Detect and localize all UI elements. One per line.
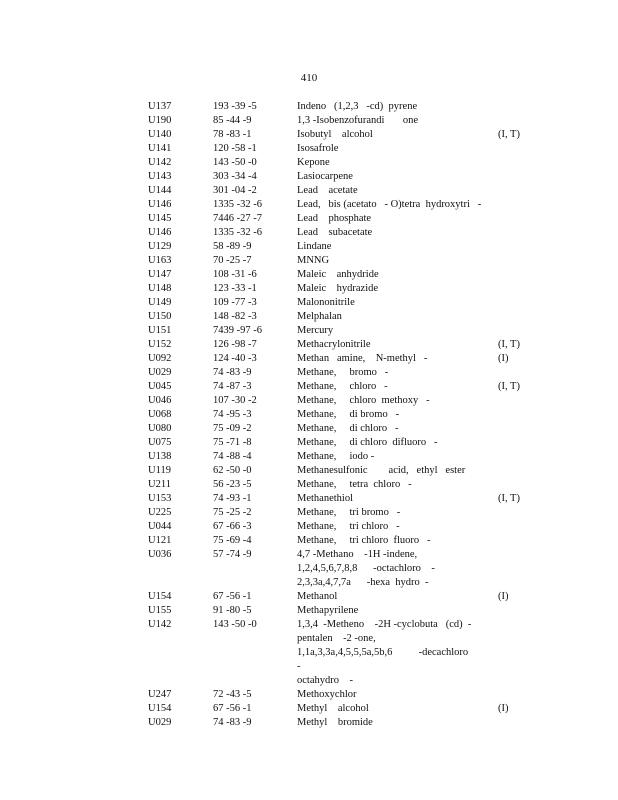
substance-name: 4,7 -Methano -1H -indene, 1,2,4,5,6,7,8,8 -octachloro - 2,3,3a,4,7,7a -hexa hydro - <box>297 549 435 588</box>
waste-code: U155 <box>148 605 172 616</box>
cas-number: 109 -77 -3 <box>213 297 257 308</box>
substance-name: Maleic hydrazide <box>297 283 379 294</box>
substance-name: Lasiocarpene <box>297 171 353 182</box>
waste-code: U190 <box>148 115 172 126</box>
cas-number: 62 -50 -0 <box>213 465 252 476</box>
cas-number: 72 -43 -5 <box>213 689 252 700</box>
hazard-code: (I) <box>498 353 509 364</box>
table-row <box>0 282 618 296</box>
substance-name: Methanethiol <box>297 493 353 504</box>
cas-number: 301 -04 -2 <box>213 185 257 196</box>
waste-code: U121 <box>148 535 172 546</box>
table-row <box>0 478 618 492</box>
table-row <box>0 702 618 716</box>
waste-code: U148 <box>148 283 172 294</box>
waste-code: U163 <box>148 255 172 266</box>
cas-number: 85 -44 -9 <box>213 115 252 126</box>
waste-code: U153 <box>148 493 172 504</box>
waste-code: U154 <box>148 703 172 714</box>
hazard-code: (I, T) <box>498 381 520 392</box>
waste-code: U143 <box>148 171 172 182</box>
cas-number: 91 -80 -5 <box>213 605 252 616</box>
hazard-code: (I, T) <box>498 129 520 140</box>
table-row <box>0 492 618 506</box>
table-row <box>0 688 618 702</box>
table-row <box>0 198 618 212</box>
cas-number: 107 -30 -2 <box>213 395 257 406</box>
cas-number: 74 -95 -3 <box>213 409 252 420</box>
table-row <box>0 156 618 170</box>
table-row <box>0 100 618 114</box>
cas-number: 67 -56 -1 <box>213 591 252 602</box>
substance-name: Methane, di bromo - <box>297 409 400 420</box>
waste-code: U211 <box>148 479 171 490</box>
substance-name: Methyl bromide <box>297 717 373 728</box>
substance-name: 1,3,4 -Metheno -2H -cyclobuta (cd) - pentalen -2 -one, 1,1a,3,3a,4,5,5,5a,5b,6 -decachloro - octahydro - <box>297 619 472 686</box>
substance-name: Kepone <box>297 157 330 168</box>
table-row <box>0 184 618 198</box>
hazard-code: (I) <box>498 703 509 714</box>
waste-code: U146 <box>148 199 172 210</box>
substance-name: Methyl alcohol <box>297 703 369 714</box>
waste-code: U141 <box>148 143 172 154</box>
substance-name: Lead, bis (acetato - O)tetra hydroxytri - <box>297 199 482 210</box>
cas-number: 123 -33 -1 <box>213 283 257 294</box>
cas-number: 74 -88 -4 <box>213 451 252 462</box>
substance-name: Methane, bromo - <box>297 367 389 378</box>
hazard-code: (I, T) <box>498 493 520 504</box>
substance-name: Lead phosphate <box>297 213 372 224</box>
table-row <box>0 618 618 688</box>
table-row <box>0 240 618 254</box>
substance-name: Methanesulfonic acid, ethyl ester <box>297 465 466 476</box>
cas-number: 120 -58 -1 <box>213 143 257 154</box>
cas-number: 67 -56 -1 <box>213 703 252 714</box>
waste-code: U247 <box>148 689 172 700</box>
table-row <box>0 422 618 436</box>
cas-number: 108 -31 -6 <box>213 269 257 280</box>
cas-number: 74 -83 -9 <box>213 717 252 728</box>
cas-number: 143 -50 -0 <box>213 157 257 168</box>
table-row <box>0 520 618 534</box>
substance-name: Methapyrilene <box>297 605 359 616</box>
cas-number: 1335 -32 -6 <box>213 227 262 238</box>
substance-name: Methane, di chloro - <box>297 423 399 434</box>
waste-code: U045 <box>148 381 172 392</box>
table-row <box>0 296 618 310</box>
cas-number: 148 -82 -3 <box>213 311 257 322</box>
substance-name: Methane, chloro - <box>297 381 388 392</box>
cas-number: 75 -25 -2 <box>213 507 252 518</box>
waste-code: U119 <box>148 465 171 476</box>
cas-number: 143 -50 -0 <box>213 619 257 630</box>
cas-number: 126 -98 -7 <box>213 339 257 350</box>
waste-code: U225 <box>148 507 172 518</box>
table-row <box>0 436 618 450</box>
substance-name: Lindane <box>297 241 332 252</box>
table-row <box>0 464 618 478</box>
cas-number: 58 -89 -9 <box>213 241 252 252</box>
waste-code: U080 <box>148 423 172 434</box>
waste-code: U154 <box>148 591 172 602</box>
waste-code: U140 <box>148 129 172 140</box>
table-row <box>0 352 618 366</box>
waste-code: U129 <box>148 241 172 252</box>
cas-number: 7446 -27 -7 <box>213 213 262 224</box>
cas-number: 124 -40 -3 <box>213 353 257 364</box>
table-row <box>0 212 618 226</box>
waste-code: U144 <box>148 185 172 196</box>
table-row <box>0 716 618 730</box>
table-row <box>0 450 618 464</box>
waste-code: U138 <box>148 451 172 462</box>
cas-number: 57 -74 -9 <box>213 549 252 560</box>
substance-name: Isosafrole <box>297 143 339 154</box>
cas-number: 7439 -97 -6 <box>213 325 262 336</box>
cas-number: 56 -23 -5 <box>213 479 252 490</box>
substance-name: MNNG <box>297 255 330 266</box>
substance-name: Malononitrile <box>297 297 355 308</box>
waste-code: U029 <box>148 717 172 728</box>
substance-name: Methane, chloro methoxy - <box>297 395 430 406</box>
cas-number: 75 -69 -4 <box>213 535 252 546</box>
table-row <box>0 226 618 240</box>
table-row <box>0 394 618 408</box>
table-row <box>0 254 618 268</box>
cas-number: 67 -66 -3 <box>213 521 252 532</box>
hazard-code: (I, T) <box>498 339 520 350</box>
page-number: 410 <box>300 72 318 84</box>
cas-number: 74 -83 -9 <box>213 367 252 378</box>
table-row <box>0 142 618 156</box>
cas-number: 74 -87 -3 <box>213 381 252 392</box>
cas-number: 193 -39 -5 <box>213 101 257 112</box>
waste-code: U149 <box>148 297 172 308</box>
waste-code: U137 <box>148 101 172 112</box>
waste-code: U147 <box>148 269 172 280</box>
waste-code: U142 <box>148 619 172 630</box>
waste-code: U029 <box>148 367 172 378</box>
substance-name: Mercury <box>297 325 334 336</box>
table-row <box>0 590 618 604</box>
table-row <box>0 506 618 520</box>
substance-name: Methane, iodo - <box>297 451 375 462</box>
waste-code: U145 <box>148 213 172 224</box>
table-row <box>0 268 618 282</box>
table-row <box>0 310 618 324</box>
substance-name: Methane, tri bromo - <box>297 507 401 518</box>
waste-code: U075 <box>148 437 172 448</box>
cas-number: 75 -09 -2 <box>213 423 252 434</box>
substance-name: Isobutyl alcohol <box>297 129 373 140</box>
table-row <box>0 366 618 380</box>
hazard-code: (I) <box>498 591 509 602</box>
substance-name: Melphalan <box>297 311 342 322</box>
table-row <box>0 534 618 548</box>
substance-name: Lead acetate <box>297 185 358 196</box>
waste-code: U151 <box>148 325 172 336</box>
cas-number: 70 -25 -7 <box>213 255 252 266</box>
table-row <box>0 114 618 128</box>
waste-code: U046 <box>148 395 172 406</box>
substance-name: Methoxychlor <box>297 689 357 700</box>
waste-code: U092 <box>148 353 172 364</box>
cas-number: 303 -34 -4 <box>213 171 257 182</box>
substance-name: Methane, tri chloro fluoro - <box>297 535 431 546</box>
substance-name: Methane, tetra chloro - <box>297 479 412 490</box>
substance-name: Indeno (1,2,3 -cd) pyrene <box>297 101 418 112</box>
table-row <box>0 128 618 142</box>
table-row <box>0 548 618 590</box>
waste-code: U044 <box>148 521 172 532</box>
waste-code: U068 <box>148 409 172 420</box>
substance-name: Methane, di chloro difluoro - <box>297 437 438 448</box>
table-row <box>0 604 618 618</box>
cas-number: 78 -83 -1 <box>213 129 252 140</box>
waste-code: U150 <box>148 311 172 322</box>
waste-code: U152 <box>148 339 172 350</box>
cas-number: 75 -71 -8 <box>213 437 252 448</box>
table-row <box>0 338 618 352</box>
substance-name: 1,3 -Isobenzofurandi one <box>297 115 419 126</box>
table-row <box>0 380 618 394</box>
cas-number: 1335 -32 -6 <box>213 199 262 210</box>
waste-code: U146 <box>148 227 172 238</box>
substance-name: Methan amine, N-methyl - <box>297 353 428 364</box>
table-row <box>0 408 618 422</box>
substance-name: Methane, tri chloro - <box>297 521 400 532</box>
waste-code: U142 <box>148 157 172 168</box>
table-row <box>0 170 618 184</box>
substance-name: Maleic anhydride <box>297 269 379 280</box>
table-row <box>0 324 618 338</box>
substance-name: Methacrylonitrile <box>297 339 371 350</box>
cas-number: 74 -93 -1 <box>213 493 252 504</box>
substance-name: Lead subacetate <box>297 227 373 238</box>
waste-code-table <box>0 100 618 730</box>
waste-code: U036 <box>148 549 172 560</box>
substance-name: Methanol <box>297 591 338 602</box>
